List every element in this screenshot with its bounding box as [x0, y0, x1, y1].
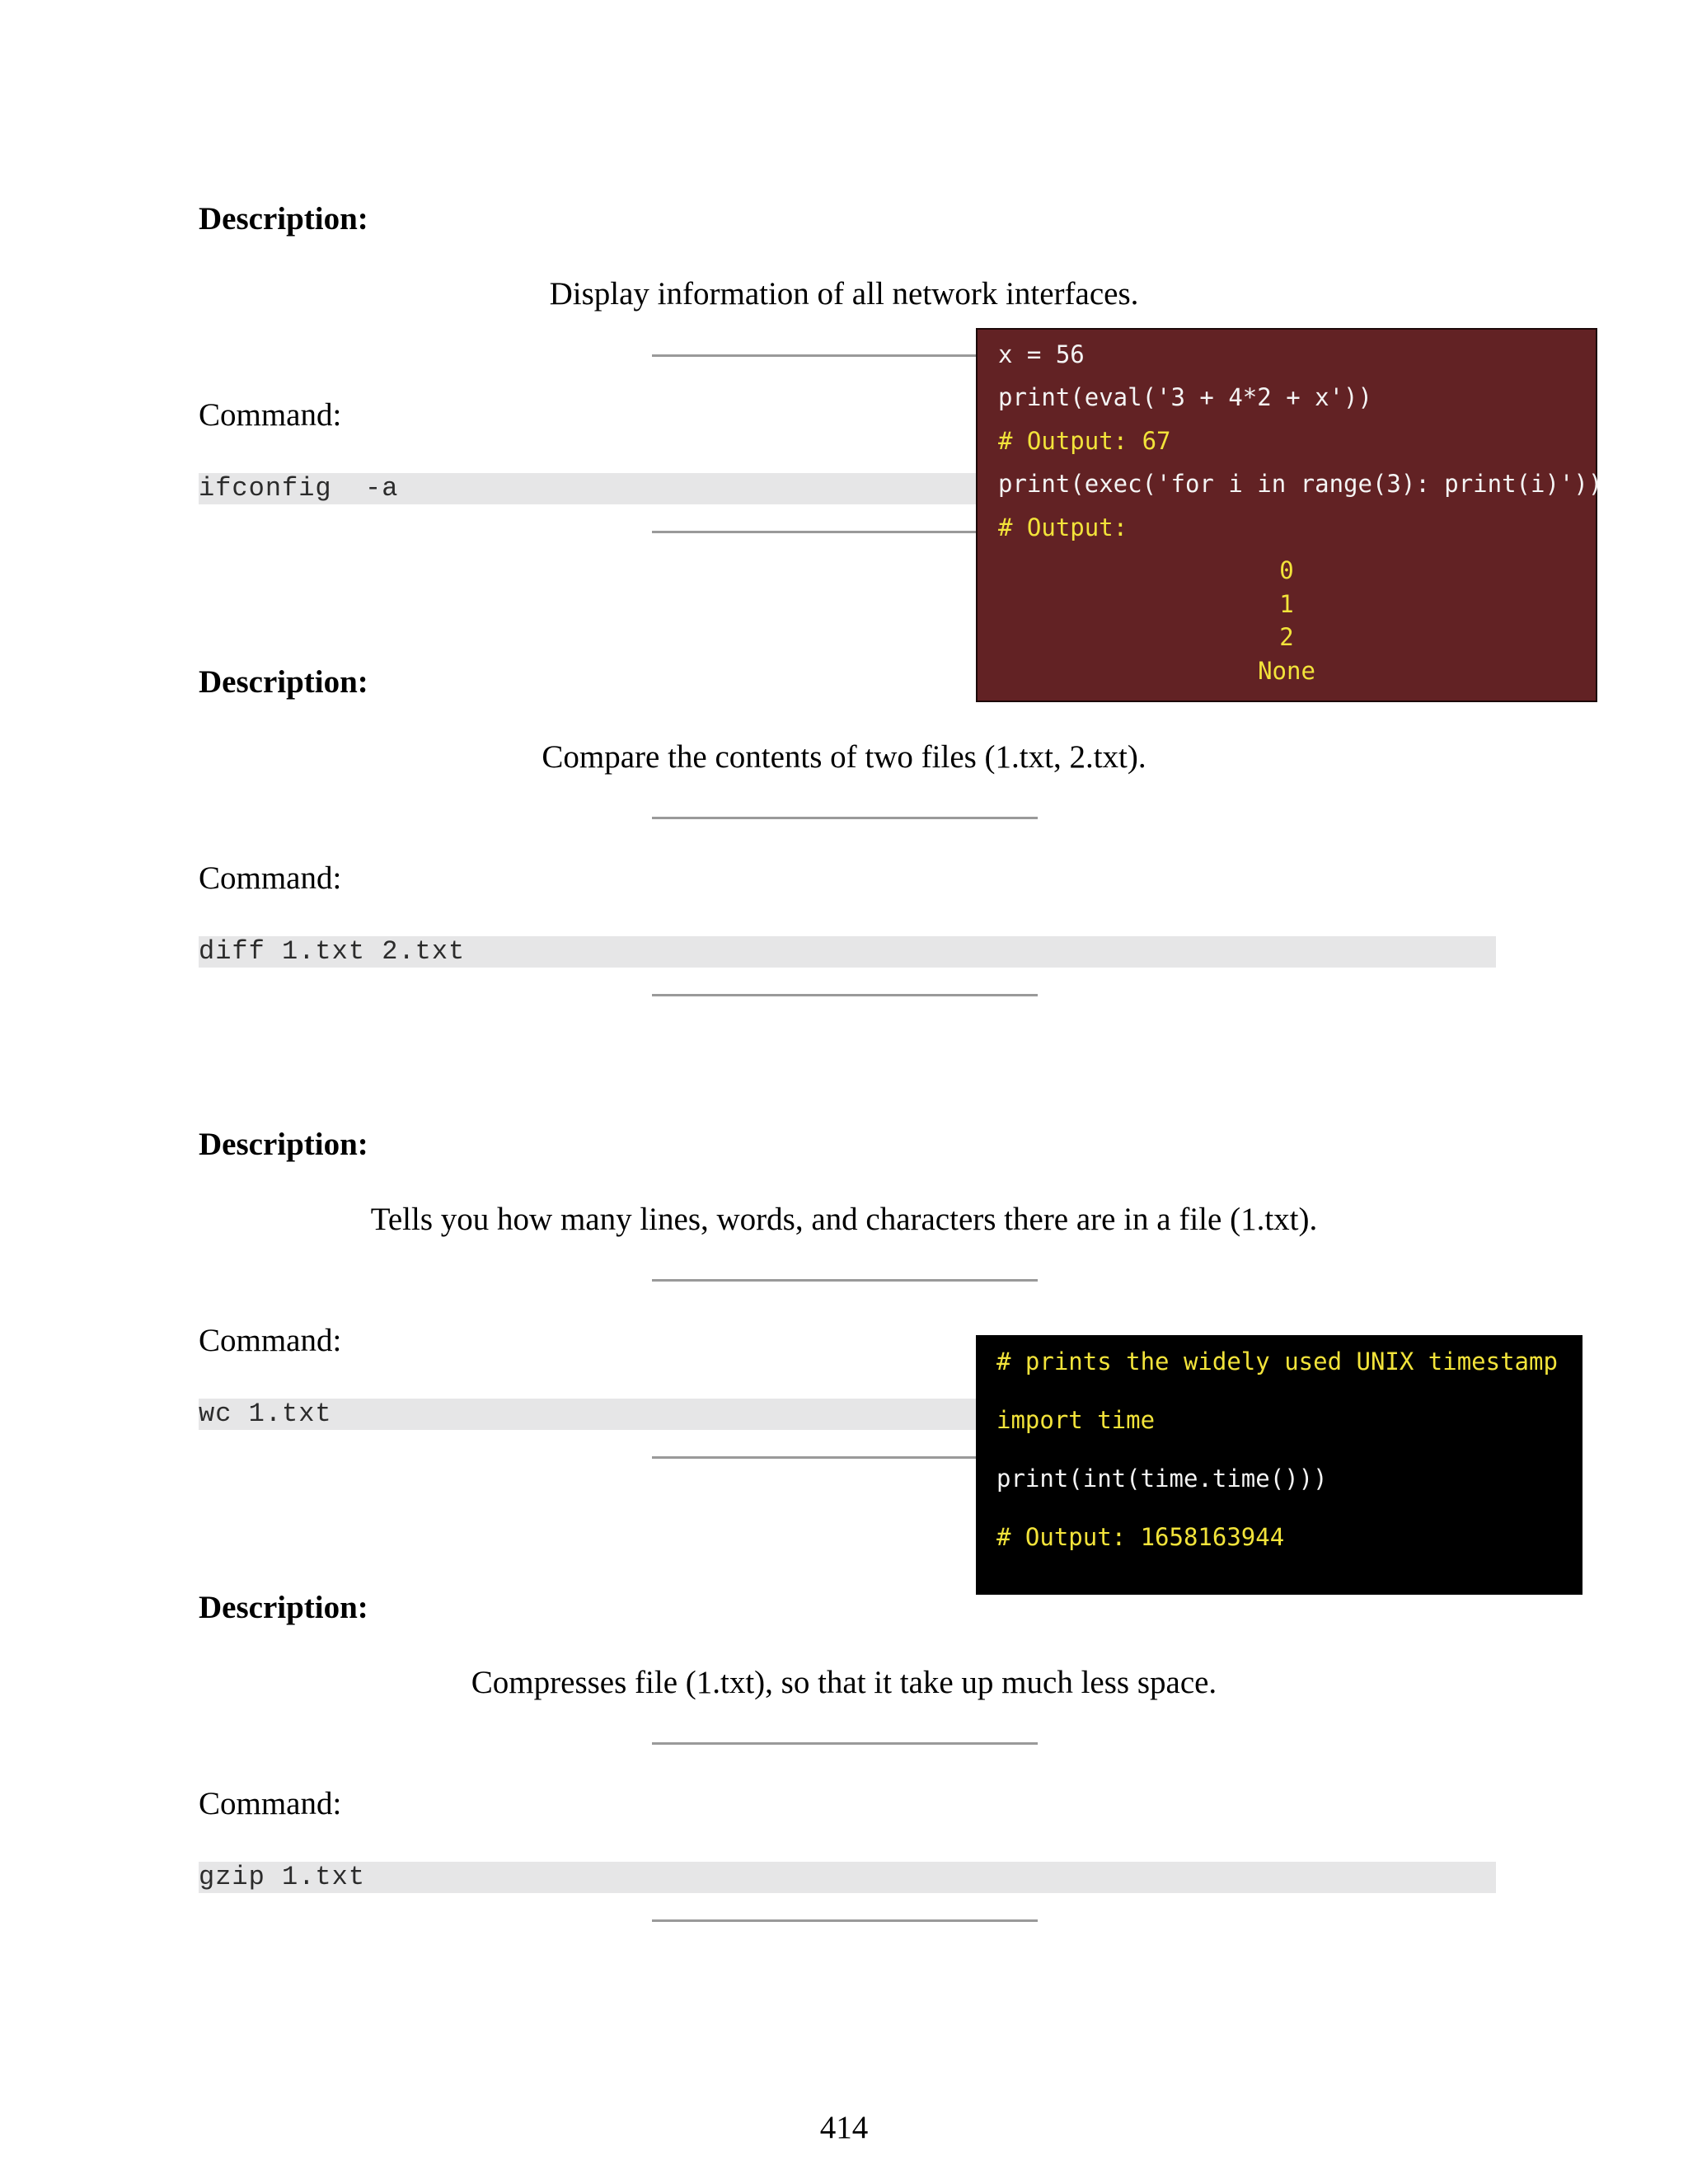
- code-output: 2: [1279, 623, 1294, 651]
- command-text: ifconfig -a: [199, 473, 399, 504]
- code-comment: # Output: 1658163944: [996, 1523, 1285, 1551]
- description-heading: Description:: [199, 664, 368, 700]
- code-output: None: [1258, 657, 1315, 685]
- divider: [652, 1919, 1038, 1922]
- code-line: import time: [996, 1406, 1156, 1434]
- description-heading: Description:: [199, 201, 368, 237]
- description-text: Display information of all network interfaces.: [549, 276, 1139, 312]
- command-block: [199, 1862, 1496, 1893]
- description-text: Compare the contents of two files (1.txt, 2.txt).: [542, 739, 1146, 775]
- code-comment: # prints the widely used UNIX timestamp: [996, 1347, 1558, 1376]
- code-line: print(exec('for i in range(3): print(i)')): [998, 470, 1603, 498]
- code-comment: # Output:: [998, 513, 1128, 541]
- description-text: Tells you how many lines, words, and characters there are in a file (1.txt).: [370, 1202, 1318, 1237]
- code-line: print(int(time.time())): [996, 1465, 1328, 1493]
- command-text: gzip 1.txt: [199, 1862, 366, 1892]
- code-snippet-eval-exec: [976, 328, 1603, 702]
- code-snippet-timestamp: [976, 1335, 1582, 1595]
- code-line: print(eval('3 + 4*2 + x')): [998, 383, 1372, 411]
- command-heading: Command:: [199, 860, 342, 896]
- code-output: 0: [1279, 556, 1294, 584]
- command-heading: Command:: [199, 1323, 342, 1358]
- description-text: Compresses file (1.txt), so that it take up much less space.: [471, 1665, 1217, 1700]
- code-line: x = 56: [998, 340, 1085, 368]
- divider: [652, 1742, 1038, 1745]
- code-output: 1: [1279, 590, 1294, 618]
- command-heading: Command:: [199, 397, 342, 433]
- description-heading: Description:: [199, 1590, 368, 1625]
- divider: [652, 1279, 1038, 1282]
- command-text: wc 1.txt: [199, 1399, 332, 1429]
- command-text: diff 1.txt 2.txt: [199, 936, 466, 967]
- command-block: [199, 936, 1496, 968]
- page-number: 414: [819, 2110, 869, 2145]
- command-heading: Command:: [199, 1786, 342, 1821]
- divider: [652, 994, 1038, 996]
- code-comment: # Output: 67: [998, 427, 1171, 455]
- divider: [652, 817, 1038, 819]
- description-heading: Description:: [199, 1127, 368, 1162]
